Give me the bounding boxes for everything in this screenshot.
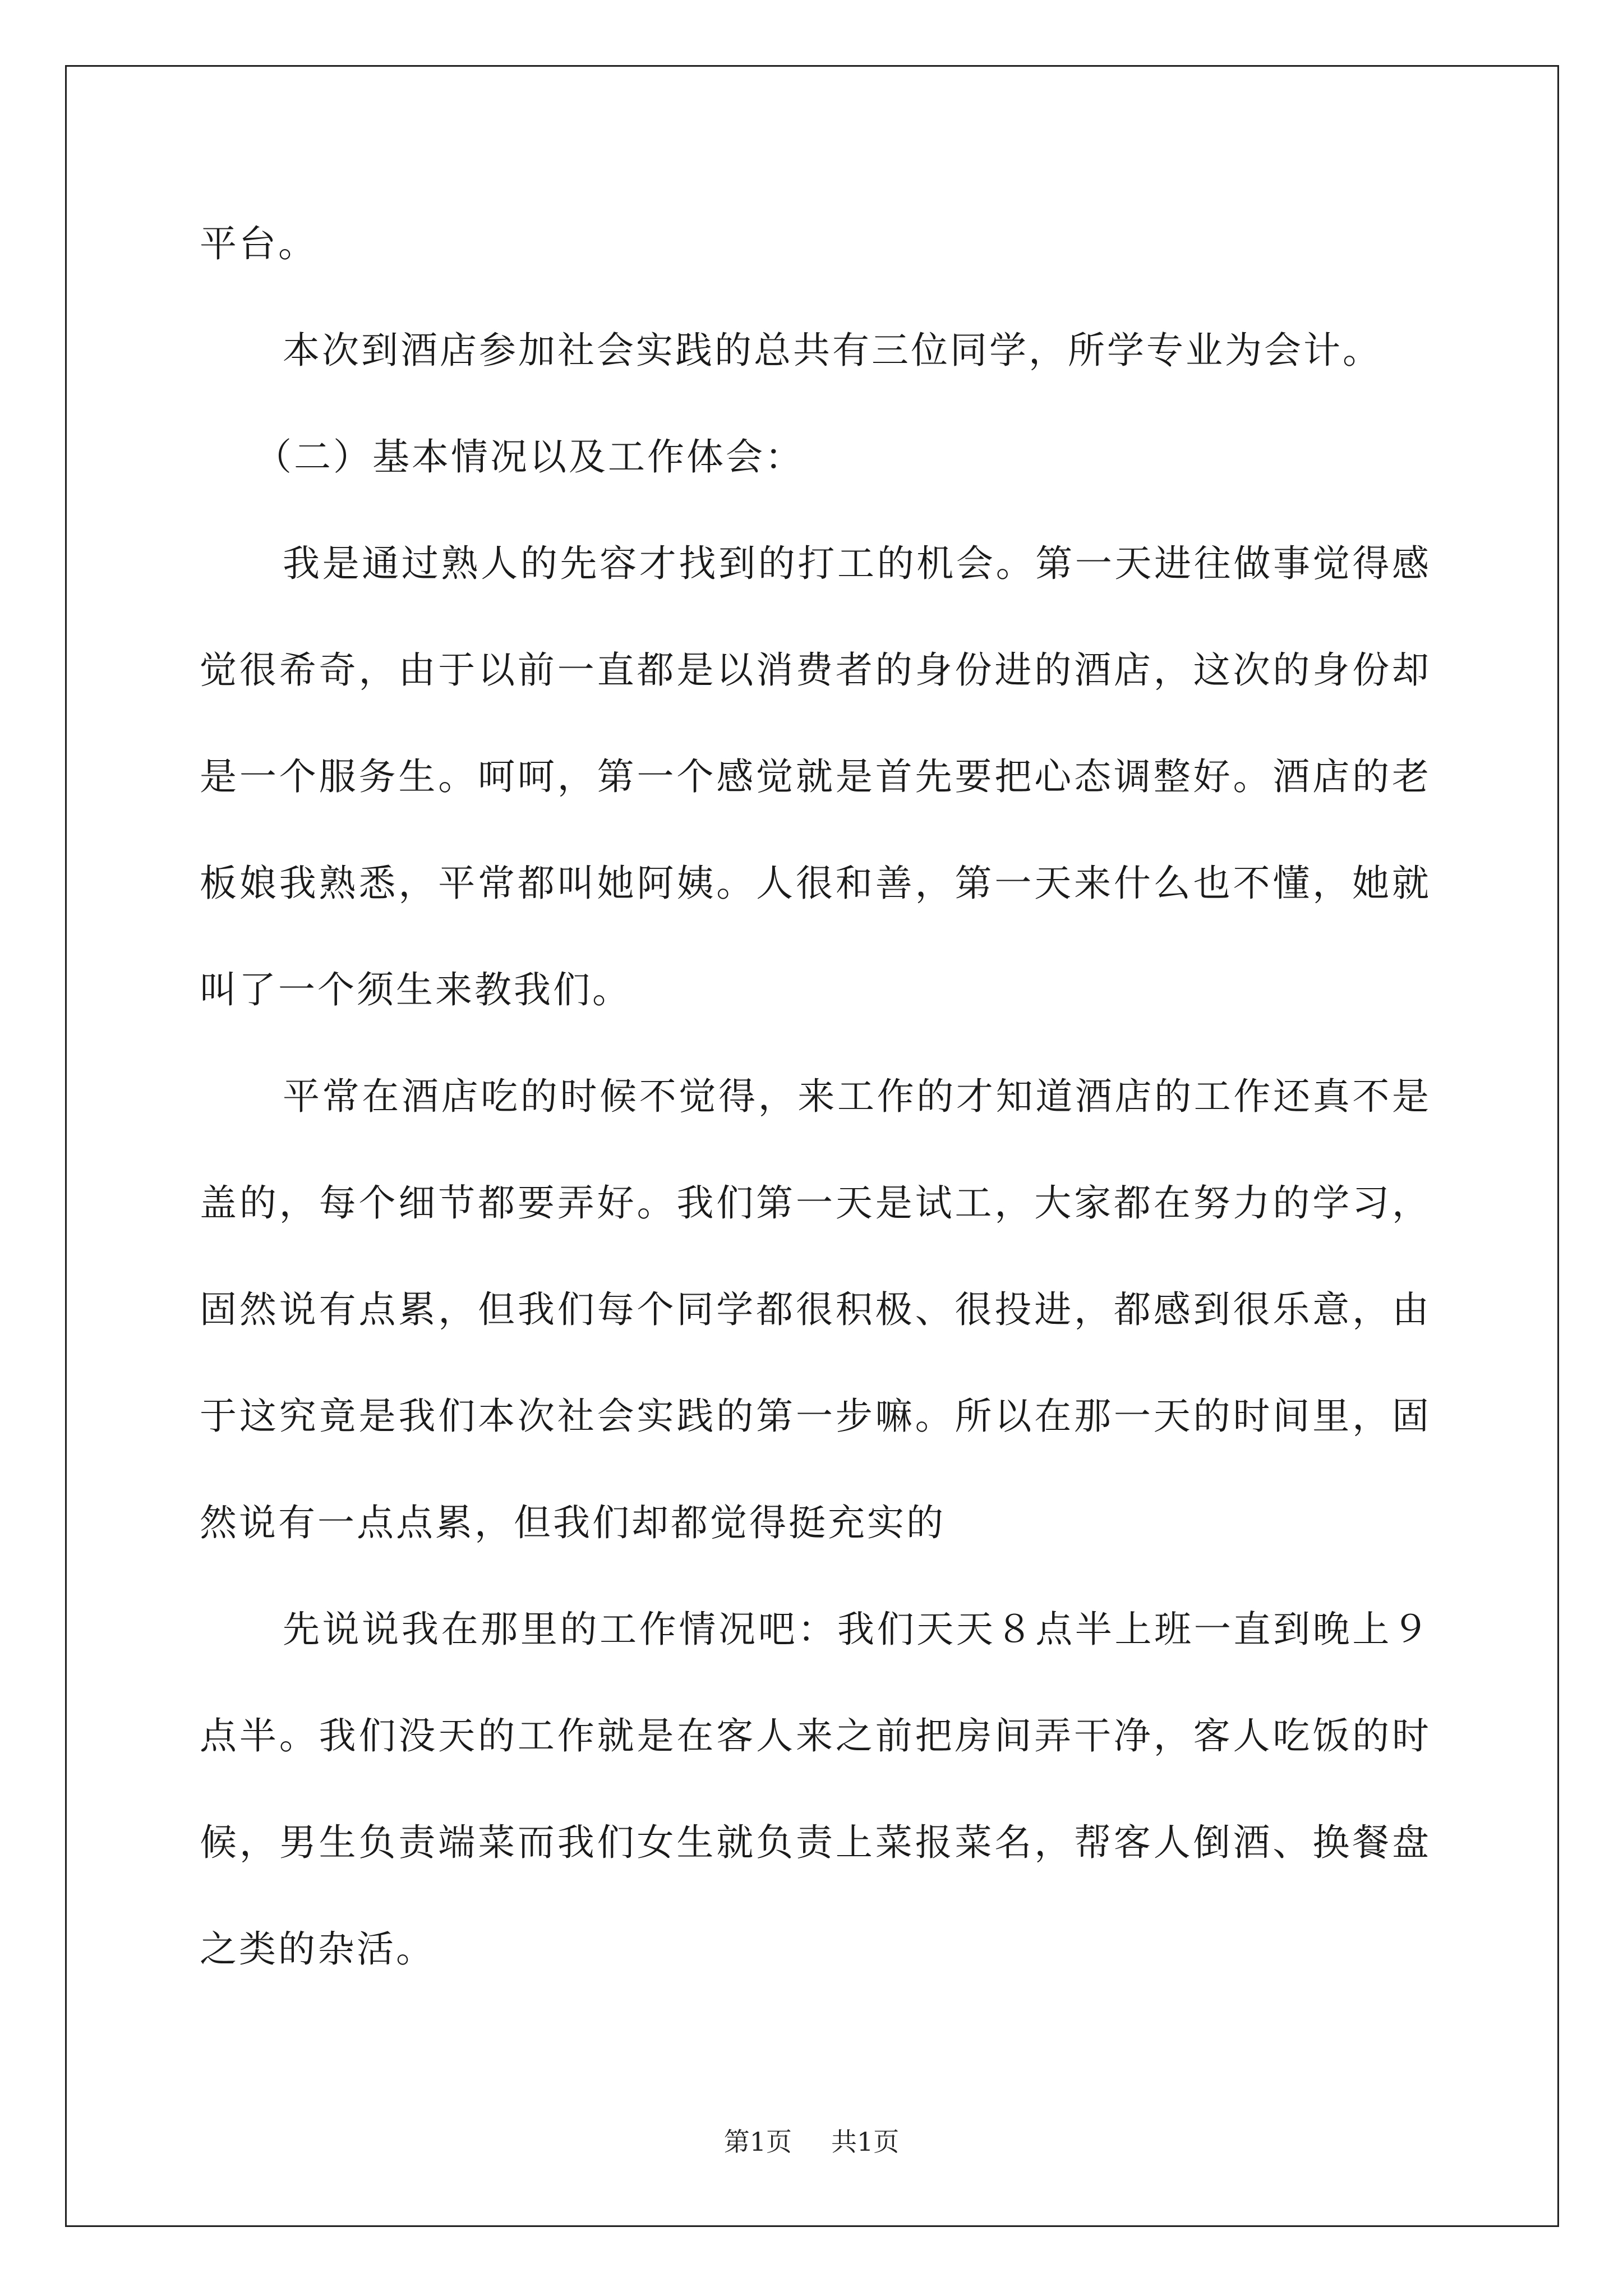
paragraph-participants: 本次到酒店参加社会实践的总共有三位同学，所学专业为会计。 (283, 329, 1382, 372)
section-heading-basic-situation: （二）基本情况以及工作体会： (255, 435, 804, 478)
paragraph-work-schedule: 先说说我在那里的工作情况吧：我们天天８点半上班一直到晚上９点半。我们没天的工作就是在客人来之前把房间弄干净，客人吃饭的时候，男生负责端菜而我们女生就负责上菜报菜名，帮客人倒酒、换餐盘之类的杂活。 (200, 1608, 1431, 1971)
document-body (200, 191, 1431, 2003)
page-total: 共1页 (831, 2127, 900, 2157)
page-number: 第1页 (723, 2127, 792, 2157)
page-footer (0, 2125, 1623, 2159)
paragraph-intro-fragment: 平台。 (200, 222, 317, 265)
paragraph-work-details: 平常在酒店吃的时候不觉得，来工作的才知道酒店的工作还真不是盖的，每个细节都要弄好。我们第一天是试工，大家都在努力的学习，固然说有点累，但我们每个同学都很积极、很投进，都感到很乐意，由于这究竟是我们本次社会实践的第一步嘛。所以在那一天的时间里，固然说有一点点累，但我们却都觉得挺充实的 (200, 1075, 1431, 1544)
paragraph-first-day: 我是通过熟人的先容才找到的打工的机会。第一天进往做事觉得感觉很希奇，由于以前一直都是以消费者的身份进的酒店，这次的身份却是一个服务生。呵呵，第一个感觉就是首先要把心态调整好。酒店的老板娘我熟悉，平常都叫她阿姨。人很和善，第一天来什么也不懂，她就叫了一个须生来教我们。 (200, 542, 1431, 1011)
